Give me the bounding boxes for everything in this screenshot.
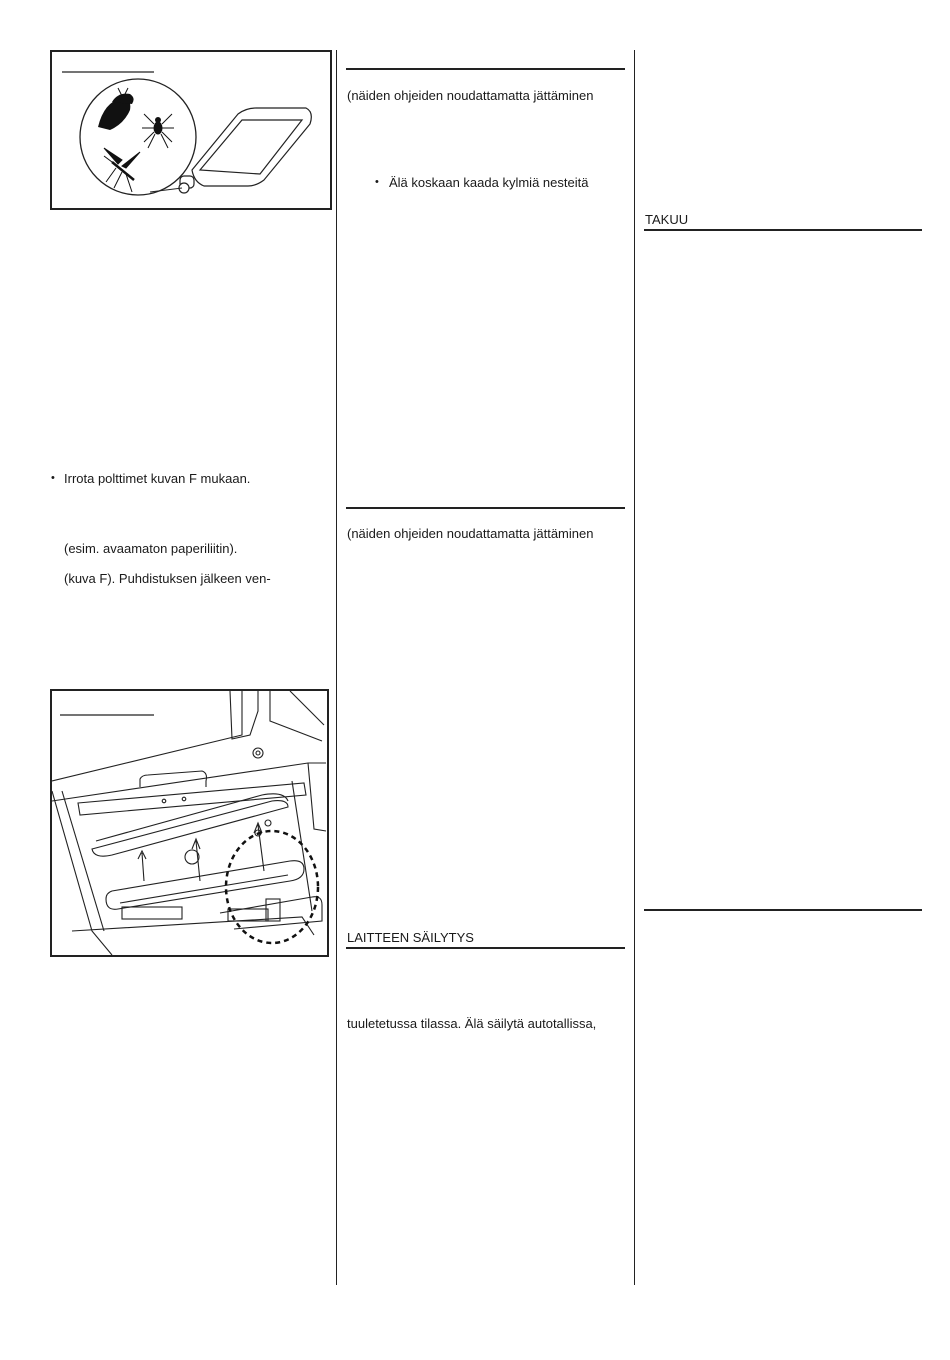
moth-icon xyxy=(98,88,134,130)
insect-burner-figure xyxy=(50,50,332,210)
warranty-heading: TAKUU xyxy=(645,212,689,227)
bullet-icon: • xyxy=(375,176,379,188)
burner-removal-illustration xyxy=(52,691,327,955)
storage-heading-rule xyxy=(346,947,625,949)
burner-tube-icon xyxy=(179,108,311,193)
bullet-icon: • xyxy=(51,472,55,484)
storage-heading: LAITTEEN SÄILYTYS xyxy=(347,930,474,945)
warranty-heading-rule xyxy=(644,229,922,231)
mosquito-icon xyxy=(104,148,140,192)
paperclip-note: (esim. avaamaton paperiliitin). xyxy=(64,541,238,556)
figure-f-note: (kuva F). Puhdistuksen jälkeen ven- xyxy=(64,571,271,586)
column-divider-left xyxy=(336,50,337,1285)
insect-burner-illustration xyxy=(52,52,330,208)
storage-text: tuuletetussa tilassa. Älä säilytä autotallissa, xyxy=(347,1016,597,1031)
highlight-circle xyxy=(226,831,318,943)
warning-text-1: (näiden ohjeiden noudattamatta jättäminen xyxy=(347,88,594,103)
section-rule-2 xyxy=(346,507,625,509)
section-rule-3 xyxy=(644,909,922,911)
remove-burners-instruction: Irrota polttimet kuvan F mukaan. xyxy=(64,471,251,486)
section-rule-1 xyxy=(346,68,625,70)
column-divider-right xyxy=(634,50,635,1285)
cold-liquids-warning: Älä koskaan kaada kylmiä nesteitä xyxy=(389,175,589,190)
burner-removal-figure xyxy=(50,689,329,957)
warning-text-2: (näiden ohjeiden noudattamatta jättäminen xyxy=(347,526,594,541)
spider-icon xyxy=(142,114,174,148)
